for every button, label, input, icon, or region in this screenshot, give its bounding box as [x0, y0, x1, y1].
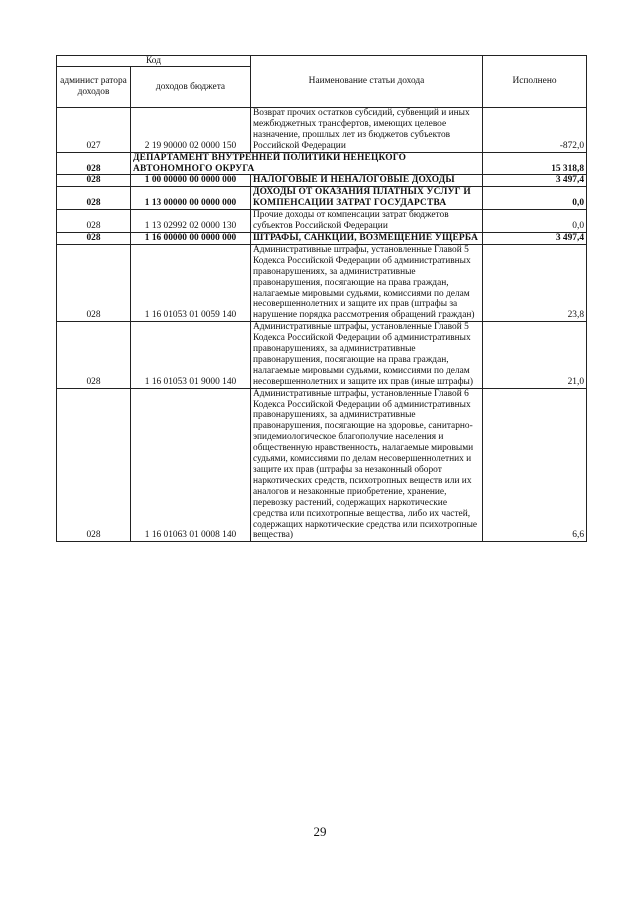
table-row [57, 108, 587, 153]
page-number: 29 [313, 824, 327, 839]
amount-cell: 0,0 [483, 210, 587, 233]
amount-cell: 6,6 [483, 388, 587, 542]
admin-code-cell: 028 [57, 152, 131, 175]
amount-cell: 0,0 [483, 187, 587, 210]
table-row [57, 210, 587, 233]
income-name-cell: Административные штрафы, установленные Главой 5 Кодекса Российской Федерации об административных правонарушениях, за административные правонарушения, посягающие на права граждан, налагаемые мировыми судьями, комиссиями по делам несовершеннолетних и защите их прав (штрафы за нарушение порядка рассмотрения обращений граждан) [251, 244, 483, 321]
amount-cell: 23,8 [483, 244, 587, 321]
admin-code-cell: 028 [57, 322, 131, 388]
income-code-cell: 1 16 01053 01 9000 140 [131, 322, 251, 388]
department-name-cell: ДЕПАРТАМЕНТ ВНУТРЕННЕЙ ПОЛИТИКИ НЕНЕЦКОГО АВТОНОМНОГО ОКРУГА [131, 152, 483, 175]
income-code-cell: 1 16 00000 00 0000 000 [131, 232, 251, 244]
code-header: Код [57, 56, 251, 67]
admin-code-cell: 028 [57, 175, 131, 187]
amount-cell: 21,0 [483, 322, 587, 388]
table-row [57, 152, 587, 175]
admin-code-cell: 028 [57, 388, 131, 542]
income-name-cell: Административные штрафы, установленные Главой 5 Кодекса Российской Федерации об административных правонарушениях, за административные правонарушения, посягающие на права граждан, налагаемые мировыми судьями, комиссиями по делам несовершеннолетних и защите их прав (иные штрафы) [251, 322, 483, 388]
admin-header: админист ратора доходов [57, 67, 131, 108]
executed-header: Исполнено [483, 56, 587, 108]
income-name-cell: Возврат прочих остатков субсидий, субвенций и иных межбюджетных трансфертов, имеющих целевое назначение, прошлых лет из бюджетов субъектов Российской Федерации [251, 108, 483, 153]
amount-cell: 3 497,4 [483, 232, 587, 244]
income-code-header: доходов бюджета [131, 67, 251, 108]
income-code-cell: 1 00 00000 00 0000 000 [131, 175, 251, 187]
income-code-cell: 2 19 90000 02 0000 150 [131, 108, 251, 153]
admin-code-cell: 028 [57, 210, 131, 233]
amount-cell: -872,0 [483, 108, 587, 153]
income-name-cell: НАЛОГОВЫЕ И НЕНАЛОГОВЫЕ ДОХОДЫ [251, 175, 483, 187]
table-body [57, 108, 587, 542]
admin-code-cell: 028 [57, 187, 131, 210]
table-row [57, 322, 587, 388]
name-header: Наименование статьи дохода [251, 56, 483, 108]
budget-table [56, 55, 587, 542]
amount-cell: 3 497,4 [483, 175, 587, 187]
admin-code-cell: 027 [57, 108, 131, 153]
income-name-cell: Прочие доходы от компенсации затрат бюджетов субъектов Российской Федерации [251, 210, 483, 233]
income-code-cell: 1 16 01063 01 0008 140 [131, 388, 251, 542]
income-code-cell: 1 13 02992 02 0000 130 [131, 210, 251, 233]
income-name-cell: Административные штрафы, установленные Главой 6 Кодекса Российской Федерации об административных правонарушениях, за административные правонарушения, посягающие на здоровье, санитарно-эпидемиологическое благополучие населения и общественную нравственность, налагаемые мировыми судьями, комиссиями по делам несовершеннолетних и защите их прав (штрафы за незаконный оборот наркотических средств, психотропных веществ или их аналогов и незаконные приобретение, хранение, перевозку растений, содержащих наркотические средства или психотропные вещества, либо их частей, содержащих наркотические средства или психотропные вещества) [251, 388, 483, 542]
table-row [57, 244, 587, 321]
table-row [57, 175, 587, 187]
income-code-cell: 1 13 00000 00 0000 000 [131, 187, 251, 210]
income-code-cell: 1 16 01053 01 0059 140 [131, 244, 251, 321]
income-name-cell: ДОХОДЫ ОТ ОКАЗАНИЯ ПЛАТНЫХ УСЛУГ И КОМПЕНСАЦИИ ЗАТРАТ ГОСУДАРСТВА [251, 187, 483, 210]
admin-code-cell: 028 [57, 244, 131, 321]
admin-code-cell: 028 [57, 232, 131, 244]
table-row [57, 232, 587, 244]
amount-cell: 15 318,8 [483, 152, 587, 175]
table-row [57, 388, 587, 542]
income-name-cell: ШТРАФЫ, САНКЦИИ, ВОЗМЕЩЕНИЕ УЩЕРБА [251, 232, 483, 244]
table-row [57, 187, 587, 210]
